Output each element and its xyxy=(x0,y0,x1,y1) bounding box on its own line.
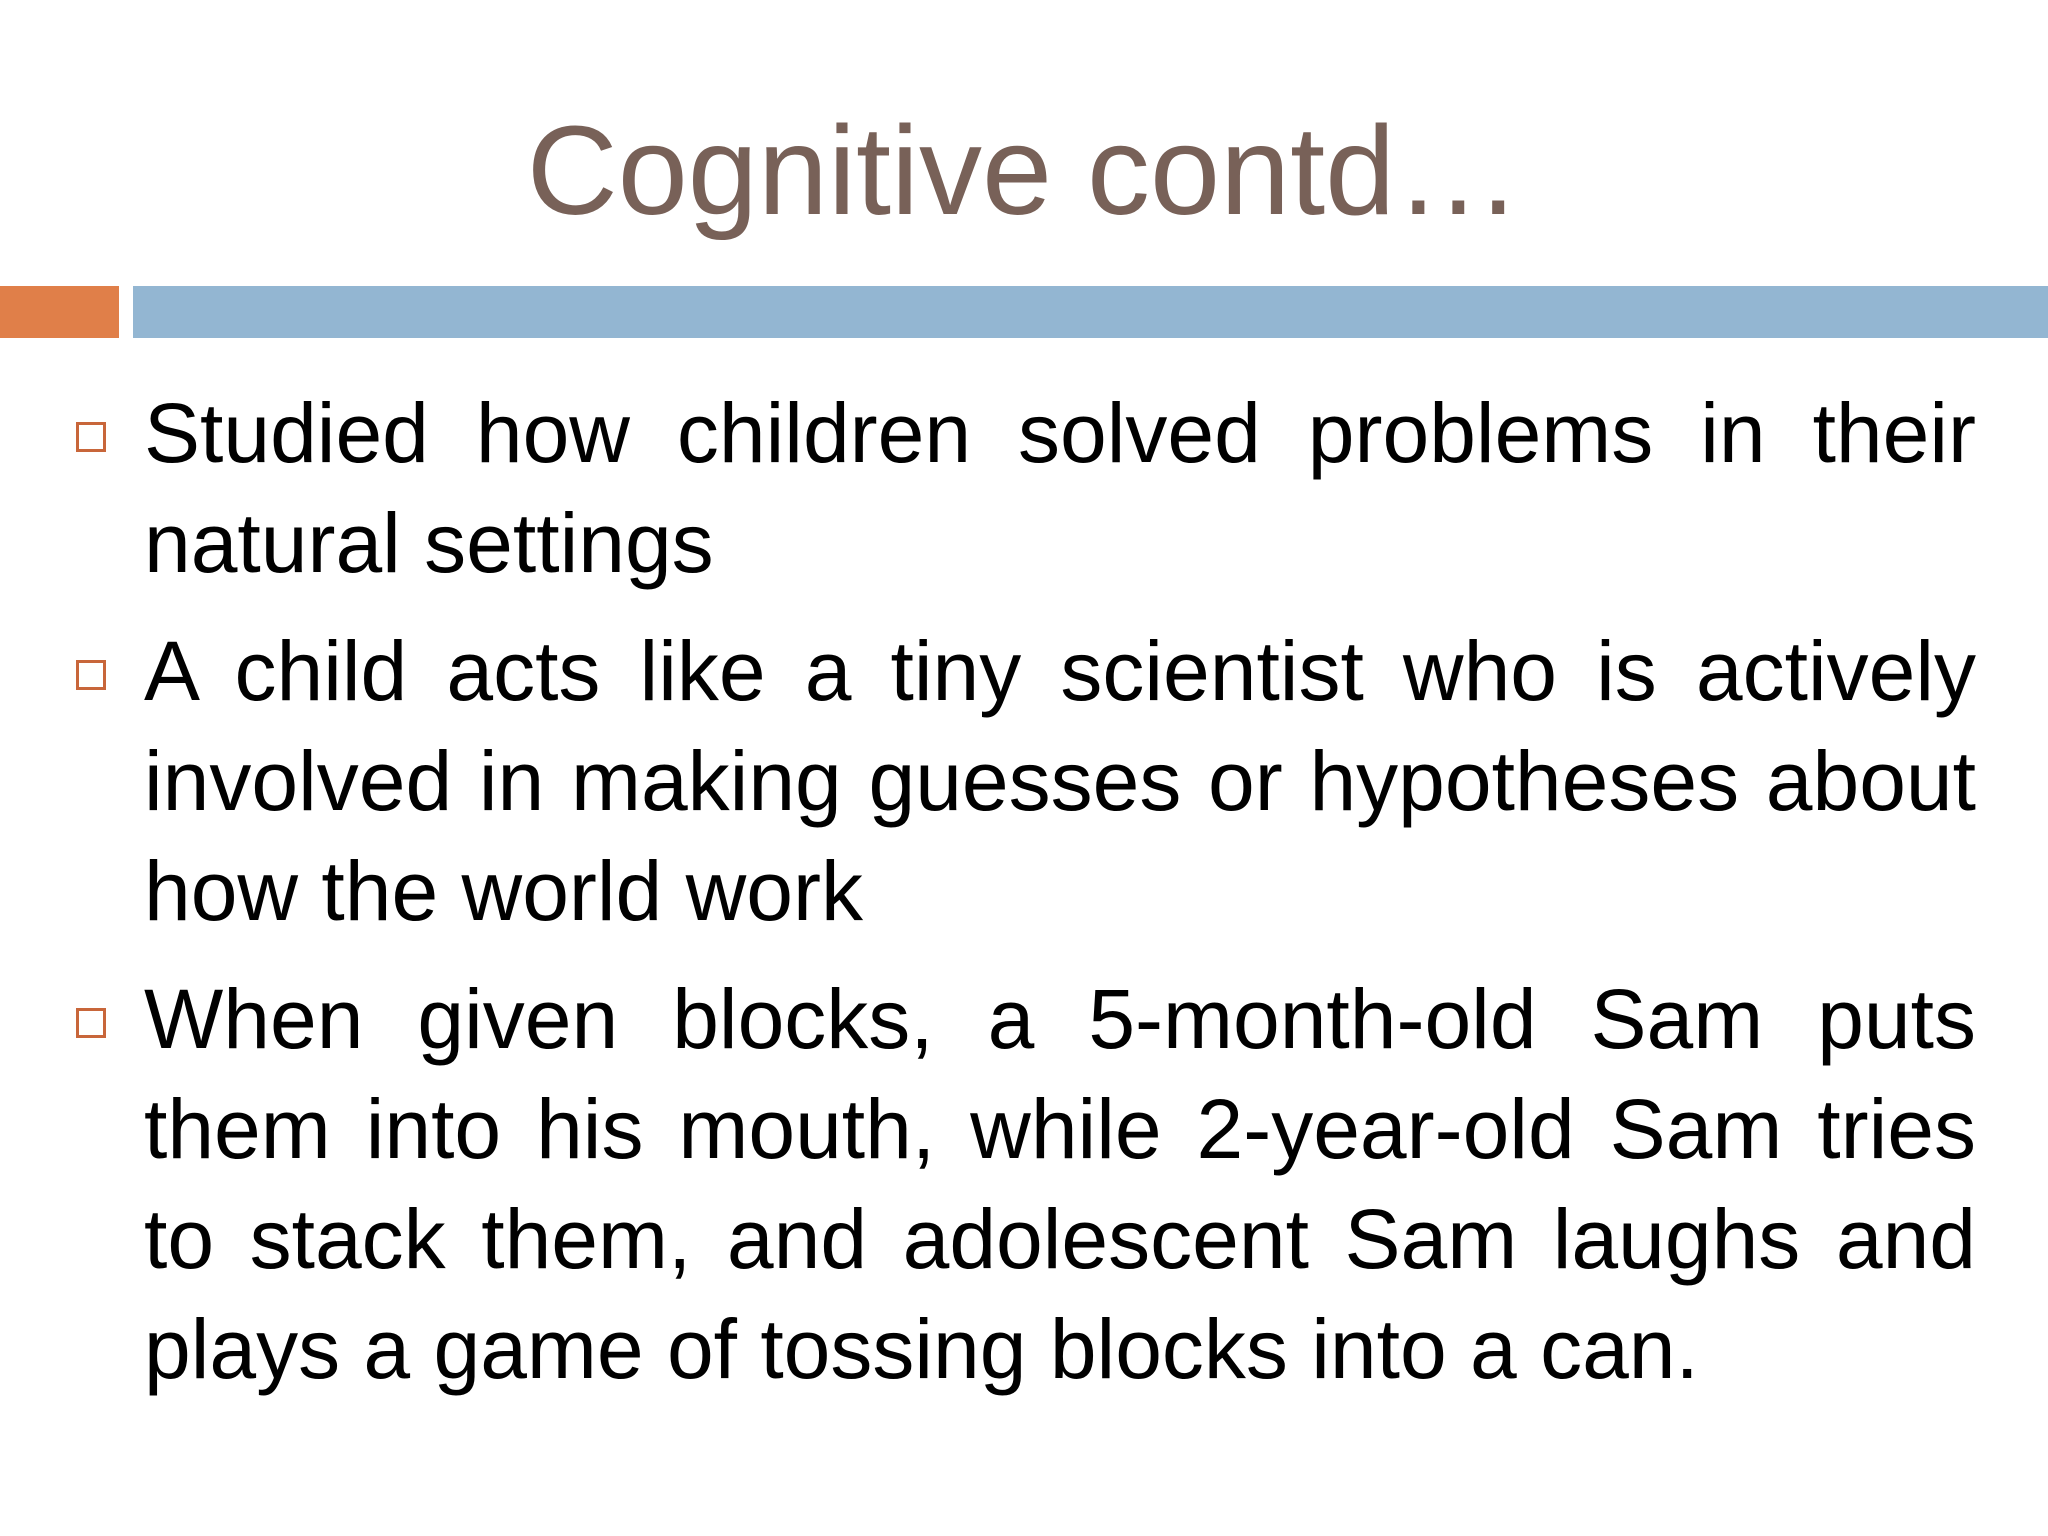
square-bullet-icon xyxy=(76,660,106,690)
bullet-text: Studied how children solved problems in their natural settings xyxy=(144,386,1976,590)
title-divider-bar xyxy=(133,286,2048,338)
square-bullet-icon xyxy=(76,422,106,452)
bullet-item xyxy=(76,378,1976,598)
bullet-text: A child acts like a tiny scientist who is actively involved in making guesses or hypotheses about how the world work xyxy=(144,624,1976,938)
bullet-list xyxy=(76,378,1976,1422)
slide-title: Cognitive contd… xyxy=(526,100,1522,241)
square-bullet-icon xyxy=(76,1008,106,1038)
bullet-item xyxy=(76,964,1976,1404)
bullet-item xyxy=(76,616,1976,946)
bullet-text: When given blocks, a 5-month-old Sam puts them into his mouth, while 2-year-old Sam tries to stack them, and adolescent Sam laughs and plays a game of tossing blocks into a can. xyxy=(144,972,1976,1396)
title-accent-bar xyxy=(0,286,119,338)
